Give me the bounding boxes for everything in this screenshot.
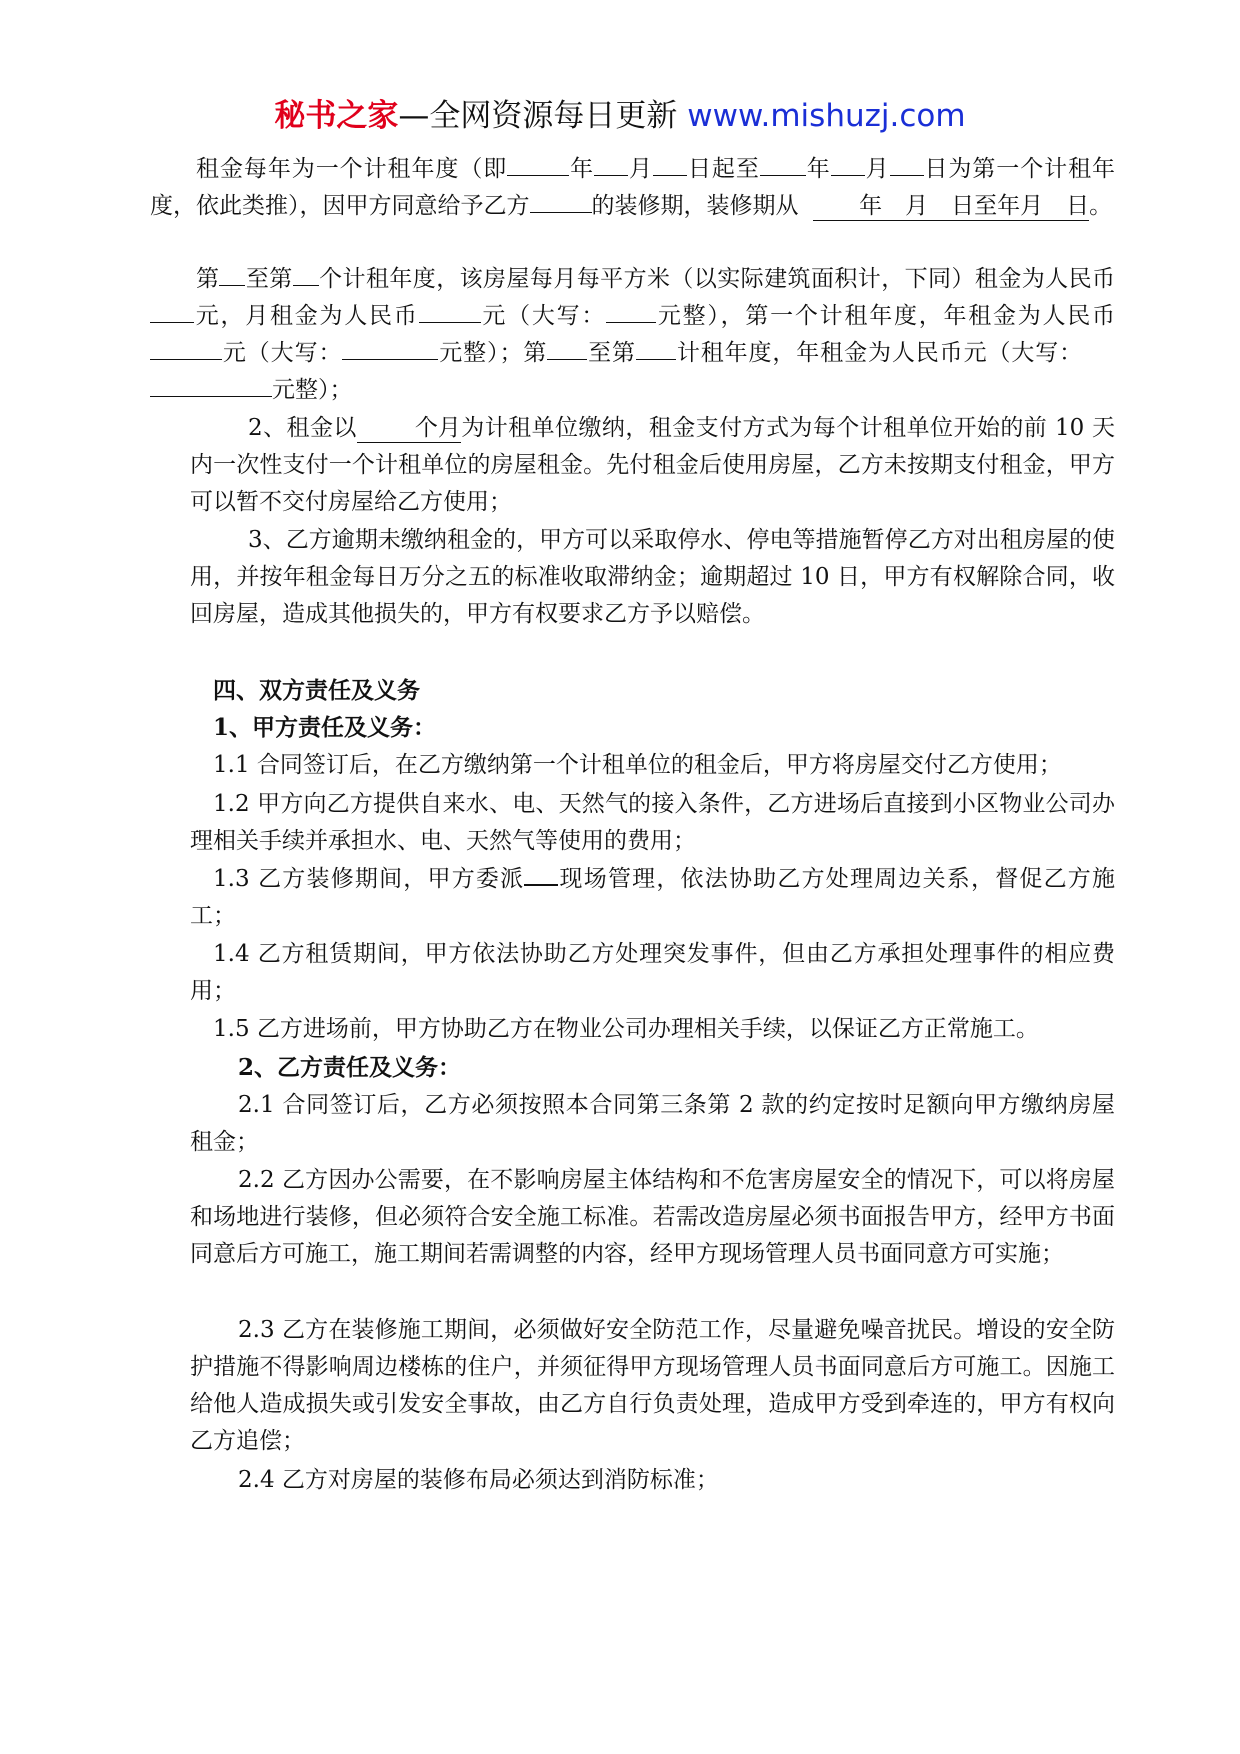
party-b-heading: 2、乙方责任及义务： xyxy=(238,1054,462,1081)
text-segment: 至第 xyxy=(587,340,636,366)
text-segment: 2、租金以 xyxy=(248,415,357,441)
payment-unit: 个月 xyxy=(357,414,461,443)
slogan: —全网资源每日更新 xyxy=(398,98,678,134)
text-segment: 元（大写： xyxy=(480,303,607,329)
blank-field xyxy=(219,285,245,286)
text-segment: 月 xyxy=(864,156,890,182)
text-segment: 年 xyxy=(569,156,595,182)
blank-field xyxy=(150,322,194,323)
blank-field xyxy=(342,359,438,360)
blank-field xyxy=(636,359,676,360)
text-segment: 现场管理，依法协助乙方处理周边关系，督促乙方施工； xyxy=(190,866,1115,929)
clause-1-2: 1.2 甲方向乙方提供自来水、电、天然气的接入条件，乙方进场后直接到小区物业公司办理相关手续并承担水、电、天然气等使用的费用； xyxy=(190,791,1115,854)
text-segment: 年 xyxy=(805,156,831,182)
clause-2-3: 2.3 乙方在装修施工期间，必须做好安全防范工作，尽量避免噪音扰民。增设的安全防护措施不得影响周边楼栋的住户，并须征得甲方现场管理人员书面同意后方可施工。因施工给他人造成损失或引发安全事故，由乙方自行负责处理，造成甲方受到牵连的，甲方有权向乙方追偿； xyxy=(190,1317,1115,1454)
blank-field xyxy=(606,322,656,323)
clause-1-1: 1.1 合同签订后，在乙方缴纳第一个计租单位的租金后，甲方将房屋交付乙方使用； xyxy=(213,752,1062,778)
clause-2-1: 2.1 合同签订后，乙方必须按照本合同第三条第 2 款的约定按时足额向甲方缴纳房屋租金； xyxy=(190,1092,1115,1155)
clause-1-4: 1.4 乙方租赁期间，甲方依法协助乙方处理突发事件，但由乙方承担处理事件的相应费用； xyxy=(190,941,1115,1004)
text-segment: 元整）； xyxy=(272,377,353,403)
party-a-heading: 1、甲方责任及义务： xyxy=(213,714,437,741)
blank-field xyxy=(760,175,806,176)
text-segment: 计租年度，年租金为人民币元（大写： xyxy=(675,340,1084,366)
blank-field xyxy=(890,175,924,176)
text-segment: 至第 xyxy=(245,266,293,292)
blank-field xyxy=(547,359,587,360)
blank-field xyxy=(653,175,687,176)
rent-amount-paragraph xyxy=(150,261,1115,409)
text-segment: 元（大写： xyxy=(222,340,343,366)
blank-field xyxy=(150,396,272,397)
text-segment: 。 xyxy=(1089,193,1113,219)
text-segment: 日为第一个计租年度，依此类推），因甲方同意给予乙方 xyxy=(150,156,1116,219)
text-segment: 个计租年度，该房屋每月每平方米（以实际建筑面积计，下同）租金为人民币 xyxy=(318,266,1116,292)
text-segment: 为计租单位缴纳，租金支付方式为每个计租单位开始的前 10 天内一次性支付一个计租单位的房屋租金。先付租金后使用房屋，乙方未按期支付租金，甲方可以暂不交付房屋给乙方使用； xyxy=(190,415,1115,515)
blank-field xyxy=(831,175,865,176)
blank-field xyxy=(419,322,481,323)
site-url-link[interactable]: www.mishuzj.com xyxy=(687,98,966,134)
site-header xyxy=(0,96,1240,136)
blank-field xyxy=(150,359,222,360)
text-segment: 租金每年为一个计租年度（即 xyxy=(196,156,508,182)
late-payment-paragraph: 3、乙方逾期未缴纳租金的，甲方可以采取停水、停电等措施暂停乙方对出租房屋的使用，并按年租金每日万分之五的标准收取滞纳金；逾期超过 10 日，甲方有权解除合同，收回房屋，造成其他损失的，甲方有权要求乙方予以赔偿。 xyxy=(190,527,1115,627)
section-heading: 四、双方责任及义务 xyxy=(213,677,420,704)
text-segment: 的装修期，装修期从 xyxy=(591,193,799,219)
clause-2-2: 2.2 乙方因办公需要，在不影响房屋主体结构和不危害房屋安全的情况下，可以将房屋和场地进行装修，但必须符合安全施工标准。若需改造房屋必须书面报告甲方，经甲方书面同意后方可施工，施工期间若需调整的内容，经甲方现场管理人员书面同意方可实施； xyxy=(190,1167,1115,1267)
blank-field xyxy=(530,212,592,213)
clause-1-3 xyxy=(190,861,1115,935)
clause-1-5: 1.5 乙方进场前，甲方协助乙方在物业公司办理相关手续，以保证乙方正常施工。 xyxy=(213,1016,1039,1042)
text-segment: 元整），第一个计租年度，年租金为人民币 xyxy=(656,303,1116,329)
clause-2-4: 2.4 乙方对房屋的装修布局必须达到消防标准； xyxy=(238,1467,719,1493)
text-segment: 日起至 xyxy=(687,156,760,182)
text-segment: 月 xyxy=(628,156,653,182)
blank-field xyxy=(524,884,558,886)
text-segment: 元整）；第 xyxy=(438,340,548,366)
blank-field xyxy=(507,175,569,176)
text-segment: 元，月租金为人民币 xyxy=(194,303,419,329)
text-segment: 1.3 乙方装修期间，甲方委派 xyxy=(213,866,525,892)
text-segment: 第 xyxy=(196,266,220,292)
decoration-period: 年 月 日至年月 日 xyxy=(813,192,1089,221)
payment-method-paragraph xyxy=(190,410,1115,521)
blank-field xyxy=(594,175,628,176)
brand-name: 秘书之家 xyxy=(274,98,399,134)
blank-field xyxy=(293,285,319,286)
rent-year-paragraph xyxy=(150,151,1115,225)
